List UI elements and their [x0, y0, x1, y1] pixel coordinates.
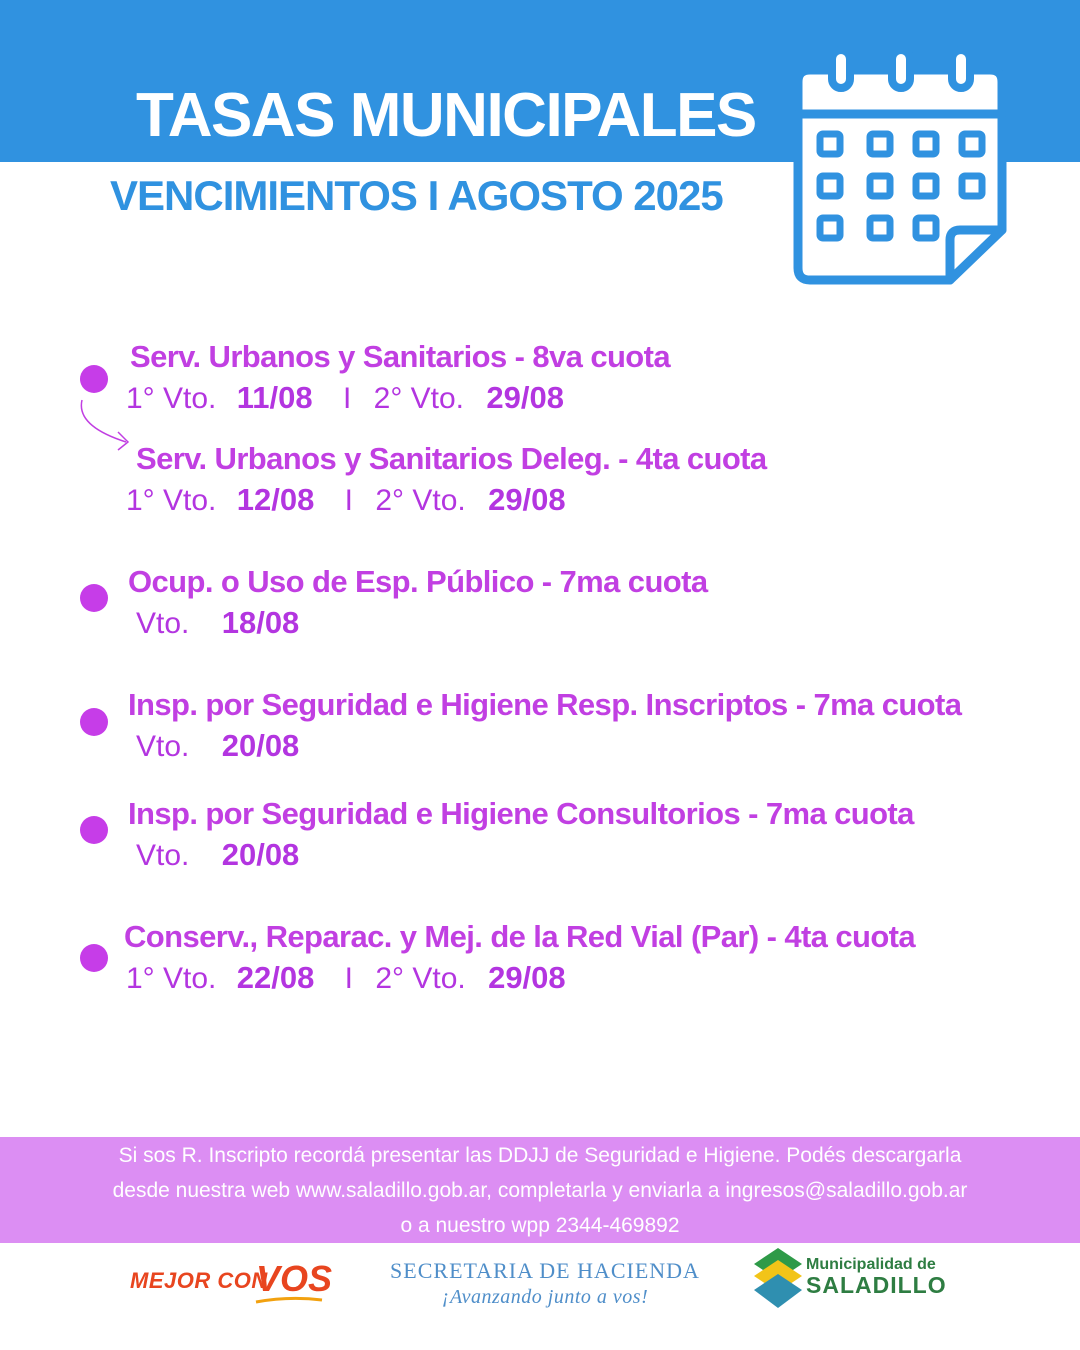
slogan-highlight: VOS: [256, 1258, 333, 1299]
item-bullet: [80, 365, 108, 393]
item-bullet: [80, 816, 108, 844]
vto-date: 18/08: [221, 605, 300, 640]
calendar-icon: [790, 40, 1012, 288]
municipalidad-logo-text: [806, 1256, 947, 1299]
vto1-date: 11/08: [236, 380, 313, 415]
vto1-date: 12/08: [236, 482, 315, 517]
item-name: Ocup. o Uso de Esp. Público - 7ma cuota: [128, 564, 708, 599]
item-name: Serv. Urbanos y Sanitarios Deleg. - 4ta cuota: [136, 441, 767, 476]
vto1-label: 1° Vto.: [126, 382, 217, 415]
vto2-date: 29/08: [488, 482, 566, 517]
page-title: TASAS MUNICIPALES: [136, 81, 756, 150]
secretaria-name: SECRETARIA DE HACIENDA: [390, 1258, 700, 1283]
separator: I: [342, 382, 352, 415]
vto-date: 20/08: [221, 837, 300, 872]
item-dates: [136, 728, 299, 764]
item-bullet: [80, 708, 108, 736]
item-name: Conserv., Reparac. y Mej. de la Red Vial (Par) - 4ta cuota: [124, 919, 916, 954]
item-dates: [136, 837, 299, 873]
item-bullet: [80, 584, 108, 612]
vto2-date: 29/08: [486, 380, 564, 415]
item-bullet: [80, 944, 108, 972]
mejor-con-vos-logo: [130, 1258, 333, 1310]
item-dates: [136, 605, 299, 641]
vto2-label: 2° Vto.: [375, 484, 466, 517]
arrow-icon: [76, 396, 138, 456]
separator: I: [344, 484, 353, 517]
item-dates: [126, 482, 566, 518]
item-name: Insp. por Seguridad e Higiene Resp. Inscriptos - 7ma cuota: [128, 687, 962, 722]
page-subtitle: VENCIMIENTOS I AGOSTO 2025: [110, 172, 723, 219]
vto-date: 20/08: [221, 728, 300, 763]
notice-line: o a nuestro wpp 2344-469892: [400, 1214, 680, 1237]
vto-label: Vto.: [136, 839, 190, 872]
item-name: Serv. Urbanos y Sanitarios - 8va cuota: [130, 339, 670, 374]
vto2-date: 29/08: [488, 960, 566, 995]
vto1-label: 1° Vto.: [126, 962, 217, 995]
municipalidad-logo-icon: [752, 1246, 804, 1310]
vto1-date: 22/08: [236, 960, 315, 995]
secretaria-tagline: ¡Avanzando junto a vos!: [441, 1286, 649, 1308]
notice-band: [0, 1137, 1080, 1243]
muni-line2: SALADILLO: [806, 1272, 947, 1298]
slogan-prefix: MEJOR CON: [130, 1268, 268, 1293]
vto2-label: 2° Vto.: [375, 962, 466, 995]
separator: I: [344, 962, 353, 995]
notice-line: desde nuestra web www.saladillo.gob.ar, completarla y enviarla a ingresos@saladillo.gob.ar: [112, 1179, 968, 1202]
muni-line1: Municipalidad de: [806, 1256, 936, 1273]
vto1-label: 1° Vto.: [126, 484, 217, 517]
underline-swoosh: [254, 1296, 324, 1304]
vto2-label: 2° Vto.: [373, 382, 465, 415]
item-name: Insp. por Seguridad e Higiene Consultorios - 7ma cuota: [128, 796, 914, 831]
item-dates: [126, 960, 566, 996]
notice-line: Si sos R. Inscripto recordá presentar las DDJJ de Seguridad e Higiene. Podés descargarla: [118, 1144, 962, 1167]
vto-label: Vto.: [136, 730, 190, 763]
secretaria-logo: [380, 1258, 710, 1309]
item-dates: [126, 380, 564, 416]
vto-label: Vto.: [136, 607, 190, 640]
